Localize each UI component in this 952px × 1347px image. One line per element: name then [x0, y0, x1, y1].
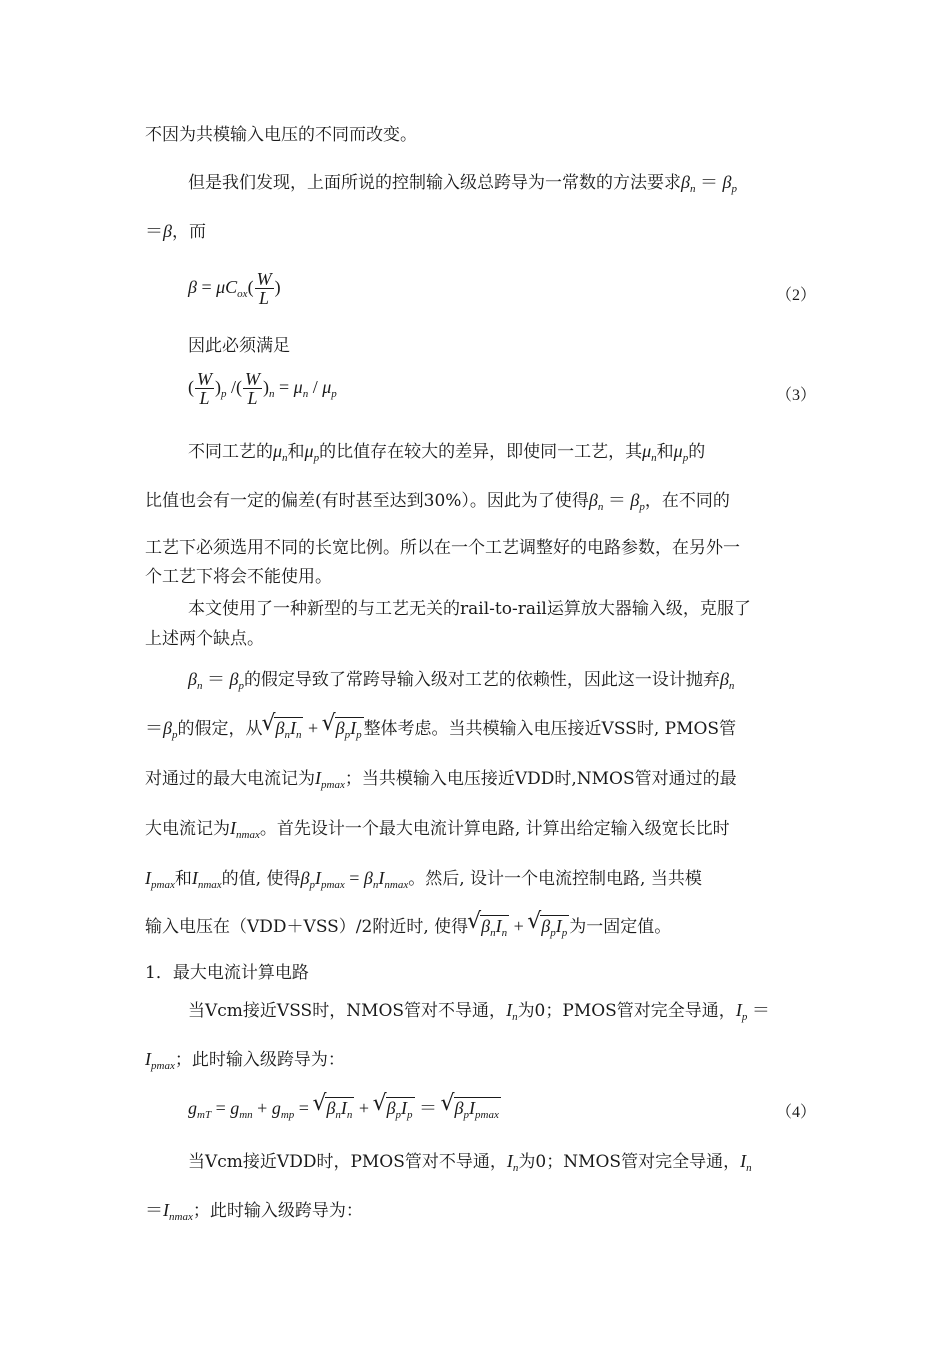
equation-4: $g_{mT} = g_{mn} + g_{mp}$ = √ $\beta_nI_n$ + √ $\beta_pI_p$ ＝ √ $\beta_pI_{pmax}$ — [188, 1097, 807, 1120]
equation-2: $\beta = \mu C_{ox}$( $\frac{W}{L}$ ) — [188, 269, 281, 308]
paragraph-line: 因此必须满足 — [188, 336, 290, 356]
equation-number: （3） — [776, 387, 817, 404]
paragraph-line: $\beta_n = \beta_p$的假定导致了常跨导输入级对工艺的依赖性，因此这一设计抛弃$\beta_n$ — [188, 669, 735, 692]
paragraph-line: 工艺下必须选用不同的长宽比例。所以在一个工艺调整好的电路参数，在另外一 — [145, 538, 740, 558]
paragraph-line: 上述两个缺点。 — [145, 629, 264, 649]
paragraph-line: 但是我们发现，上面所说的控制输入级总跨导为一常数的方法要求$\beta_n = \beta_p$ — [188, 172, 737, 195]
equation-number: （2） — [776, 287, 817, 304]
paragraph-line: 不同工艺的$\mu_n$和$\mu_p$的比值存在较大的差异，即使同一工艺，其$\mu_n$和$\mu_p$的 — [188, 441, 706, 464]
paragraph-line: 对通过的最大电流记为$I_{pmax}$；当共模输入电压接近VDD时,NMOS管对通过的最 — [145, 768, 737, 791]
paragraph-line: 当Vcm接近VDD时，PMOS管对不导通，$I_n$为0；NMOS管对完全导通，$I_n$ — [188, 1151, 752, 1174]
paragraph-line: $I_{pmax}$；此时输入级跨导为： — [145, 1049, 345, 1072]
paragraph-line: ＝β，而 — [145, 221, 206, 242]
paragraph-line: 本文使用了一种新型的与工艺无关的rail-to-rail运算放大器输入级，克服了 — [188, 599, 751, 619]
equation-3: ( $\frac{W}{L}$ )$_p$ /( $\frac{W}{L}$ )$_n = \mu_n / \mu_p$ — [188, 369, 337, 408]
paragraph-line: 比值也会有一定的偏差(有时甚至达到30%）。因此为了使得$\beta_n = \beta_p$，在不同的 — [145, 490, 730, 513]
paragraph-line: 大电流记为$I_{nmax}$。首先设计一个最大电流计算电路, 计算出给定输入级宽长比时 — [145, 818, 730, 841]
paragraph-line: $=\beta_p$的假定，从√ $\beta_nI_n$ + √ $\beta_pI_p$ 整体考虑。当共模输入电压接近VSS时, PMOS管 — [145, 717, 807, 740]
paragraph-line: 输入电压在（VDD＋VSS）/2附近时, 使得√ $\beta_nI_n$ + √ $\beta_pI_p$ 为一固定值。 — [145, 915, 807, 938]
paragraph-line: $=I_{nmax}$；此时输入级跨导为： — [145, 1200, 363, 1223]
paragraph-line: 当Vcm接近VSS时，NMOS管对不导通，$I_n$为0；PMOS管对完全导通，$I_p$ ＝ — [188, 1000, 770, 1023]
equation-number: （4） — [776, 1104, 817, 1121]
paragraph-line: $I_{pmax}$和$I_{nmax}$的值, 使得$\beta_pI_{pmax} = \beta_nI_{nmax}$。然后, 设计一个电流控制电路, 当共模 — [145, 868, 702, 891]
paragraph-line: 个工艺下将会不能使用。 — [145, 567, 332, 587]
beta-equality: $\beta_n = \beta_p$ — [681, 172, 737, 195]
section-heading: 1．最大电流计算电路 — [145, 963, 309, 983]
paragraph-line: 不因为共模输入电压的不同而改变。 — [145, 125, 417, 145]
